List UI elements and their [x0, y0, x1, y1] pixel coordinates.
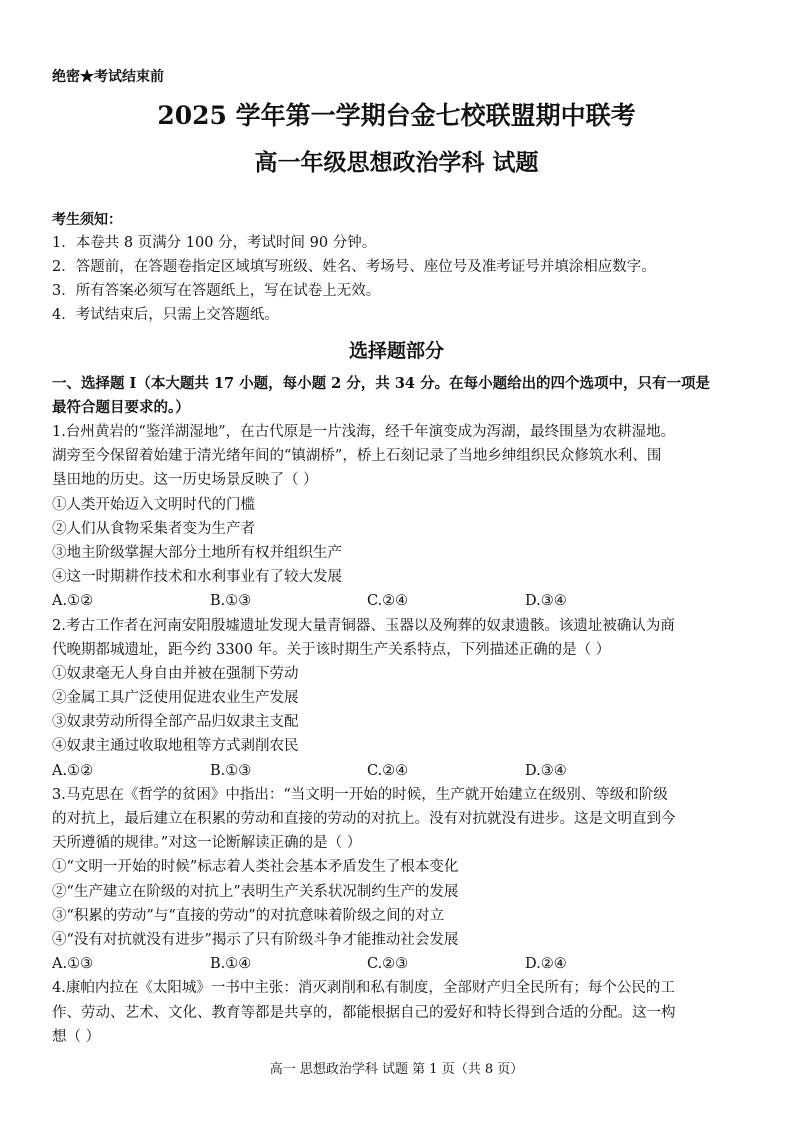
question-stem-line: 代晚期都城遗址，距今约 3300 年。关于该时期生产关系特点，下列描述正确的是（ ）: [52, 641, 611, 658]
question-statement: ③地主阶级掌握大部分土地所有权并组织生产: [52, 544, 342, 561]
answer-choices: [52, 759, 762, 783]
question-stem-line: 2.考古工作者在河南安阳殷墟遗址发现大量青铜器、玉器以及殉葬的奴隶遗骸。该遗址被确认为商: [52, 617, 675, 634]
notice-item: 2．答题前，在答题卷指定区域填写班级、姓名、考场号、座位号及准考证号并填涂相应数字。: [52, 259, 656, 275]
notice-list: [52, 231, 752, 327]
notice-heading: 考生须知：: [52, 212, 122, 228]
question-stem-line: 4.康帕内拉在《太阳城》一书中主张：消灭剥削和私有制度，全部财产归全民所有；每个公民的工: [52, 980, 675, 997]
notice-item: 4．考试结束后，只需上交答题纸。: [52, 307, 279, 323]
notice-item: 1．本卷共 8 页满分 100 分，考试时间 90 分钟。: [52, 235, 377, 251]
question-statement: ②人们从食物采集者变为生产者: [52, 520, 255, 537]
question-stem-line: 湖旁至今保留着始建于清光绪年间的“镇湖桥”，桥上石刻记录了当地乡绅组织民众修筑水利、围: [52, 448, 662, 465]
question-statement: ①“文明一开始的时候”标志着人类社会基本矛盾发生了根本变化: [52, 859, 459, 876]
question-statement: ④奴隶主通过收取地租等方式剥削农民: [52, 738, 299, 755]
choice-a: A.①③: [52, 956, 94, 973]
section-title: 选择题部分: [348, 340, 444, 362]
question-2: [52, 614, 762, 783]
question-stem-line: 3.马克思在《哲学的贫困》中指出：“当文明一开始的时候，生产就开始建立在级别、等级和阶级: [52, 786, 668, 803]
question-stem-line: 1.台州黄岩的“鉴洋湖湿地”，在古代原是一片浅海，经千年演变成为泻湖，最终围垦为农耕湿地。: [52, 424, 676, 440]
choice-b: B.①③: [210, 593, 252, 610]
question-statement: ②金属工具广泛使用促进农业生产发展: [52, 690, 299, 707]
question-stem-line: 天所遵循的规律。”对这一论断解读正确的是（ ）: [52, 835, 362, 852]
exam-subtitle: 高一年级思想政治学科 试题: [254, 149, 539, 176]
question-statement: ①奴隶毫无人身自由并被在强制下劳动: [52, 665, 299, 682]
answer-choices: [52, 952, 762, 976]
section-intro-line: 一、选择题 I（本大题共 17 小题，每小题 2 分，共 34 分。在每小题给出的四个选项中，只有一项是: [52, 375, 711, 392]
choice-d: D.③④: [525, 593, 567, 610]
question-stem-line: 作、劳动、艺术、文化、教育等都是共享的，都能根据自己的爱好和特长得到合适的分配。这一构: [52, 1004, 676, 1021]
choice-b: B.①③: [210, 762, 252, 779]
question-statement: ①人类开始迈入文明时代的门槛: [52, 496, 255, 513]
question-3: [52, 783, 762, 977]
choice-c: C.②④: [367, 593, 409, 610]
question-statement: ②“生产建立在阶级的对抗上”表明生产关系状况制约生产的发展: [52, 883, 459, 900]
choice-a: A.①②: [52, 762, 94, 779]
choice-b: B.①④: [210, 956, 252, 973]
choice-d: D.②④: [525, 956, 567, 973]
answer-choices: [52, 589, 762, 613]
question-stem-line: 垦田地的历史。这一历史场景反映了（ ）: [52, 472, 318, 489]
question-4: [52, 976, 762, 1049]
question-statement: ③奴隶劳动所得全部产品归奴隶主支配: [52, 714, 299, 731]
section-intro: [52, 372, 752, 420]
question-statement: ③“积累的劳动”与“直接的劳动”的对抗意味着阶级之间的对立: [52, 907, 445, 924]
choice-a: A.①②: [52, 593, 94, 610]
question-list: [52, 420, 762, 1049]
notice-item: 3．所有答案必须写在答题纸上，写在试卷上无效。: [52, 283, 381, 299]
question-statement: ④这一时期耕作技术和水利事业有了较大发展: [52, 569, 342, 586]
question-stem-line: 的对抗上，最后建立在积累的劳动和直接的劳动的对抗上。没有对抗就没有进步。这是文明直到今: [52, 811, 676, 827]
choice-c: C.②④: [367, 762, 409, 779]
question-1: [52, 420, 762, 614]
question-statement: ④“没有对抗就没有进步”揭示了只有阶级斗争才能推动社会发展: [52, 931, 459, 948]
exam-title: 2025 学年第一学期台金七校联盟期中联考: [157, 101, 636, 130]
choice-c: C.②③: [367, 956, 409, 973]
choice-d: D.③④: [525, 762, 567, 779]
page-footer: 高一 思想政治学科 试题 第 1 页（共 8 页）: [269, 1062, 524, 1077]
confidential-label: 绝密★考试结束前: [52, 69, 164, 85]
section-intro-line: 最符合题目要求的。）: [52, 399, 190, 416]
question-stem-line: 想（ ）: [52, 1028, 101, 1045]
